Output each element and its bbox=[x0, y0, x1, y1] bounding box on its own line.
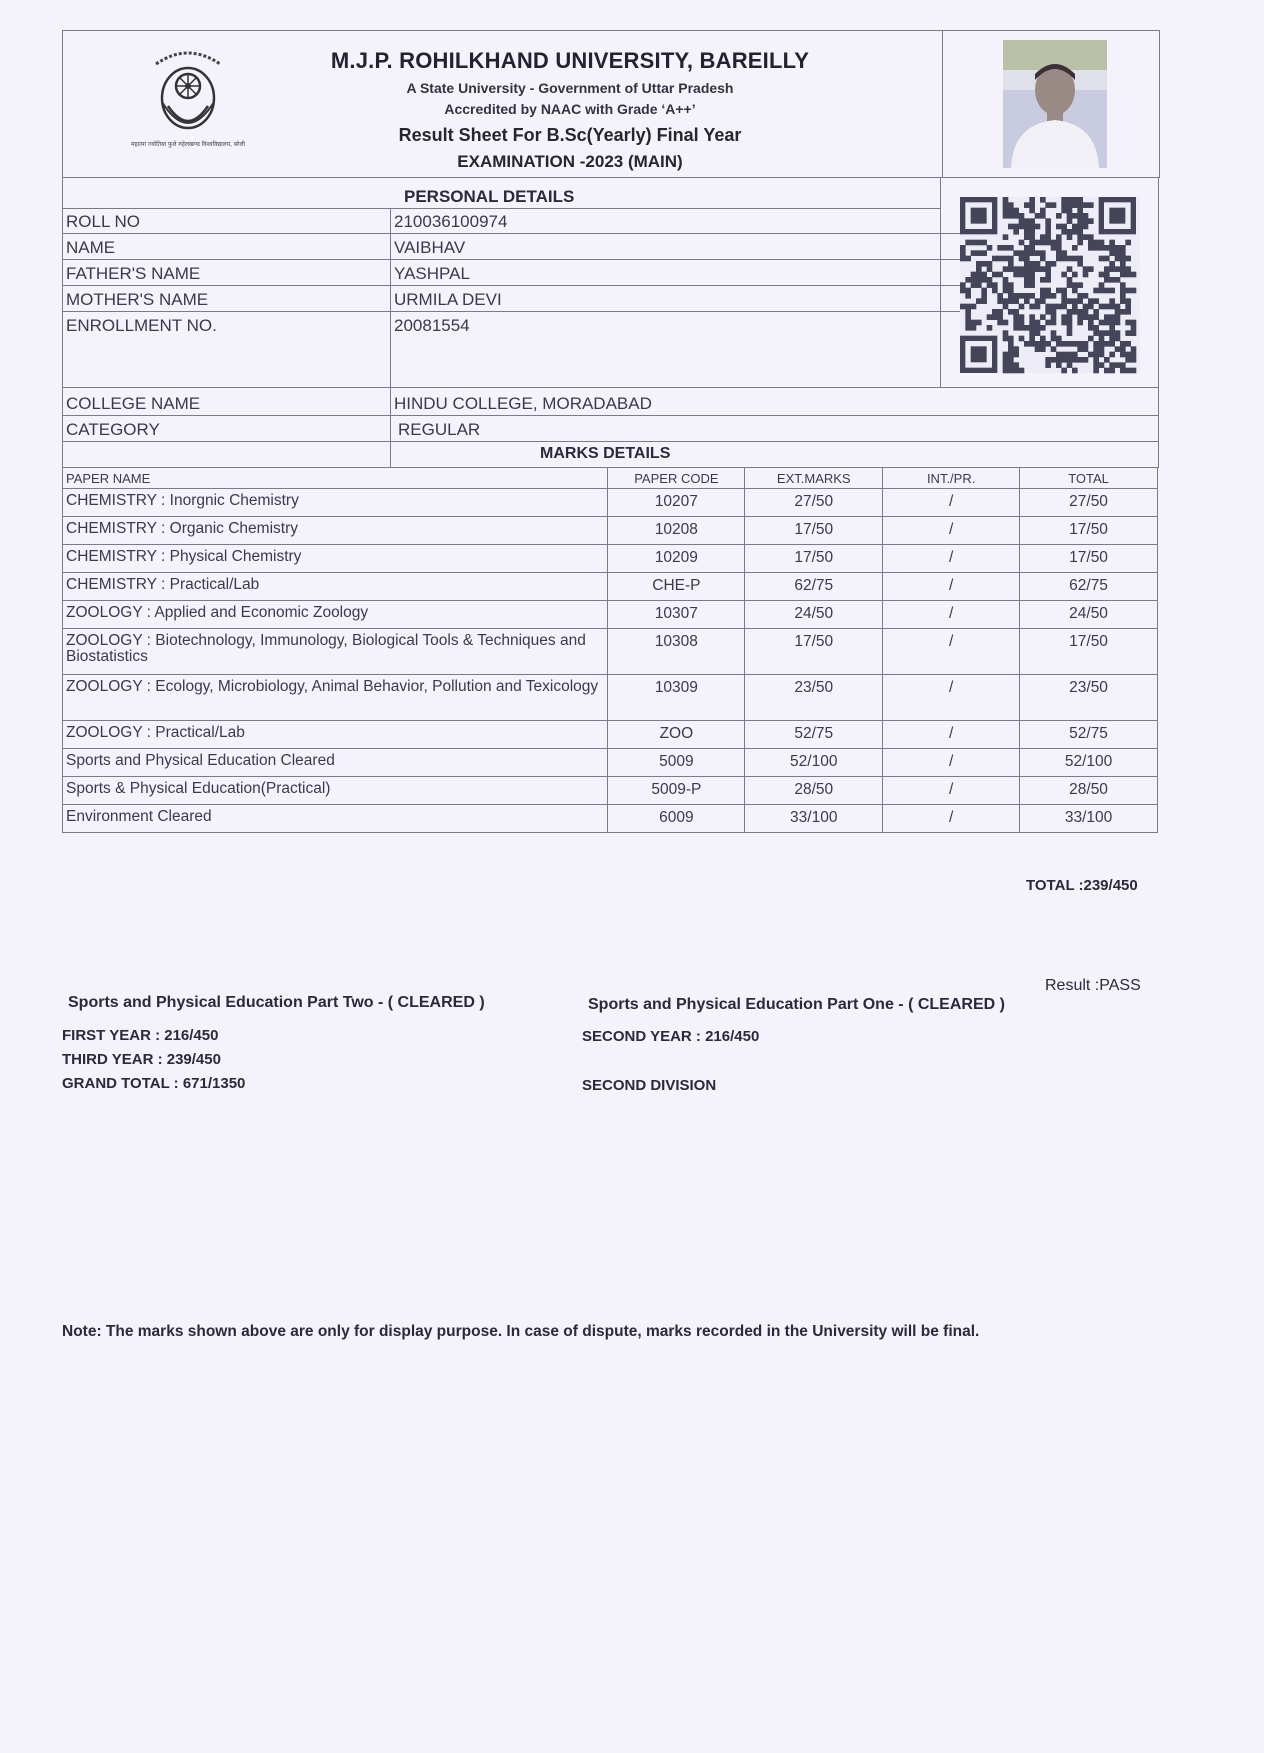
mother-name-value: URMILA DEVI bbox=[394, 290, 502, 309]
sports-part-two: Sports and Physical Education Part Two - ( CLEARED ) bbox=[68, 994, 485, 1011]
personal-details-title: PERSONAL DETAILS bbox=[404, 187, 575, 206]
paper-code: 10208 bbox=[608, 517, 745, 545]
accreditation: Accredited by NAAC with Grade ‘A++’ bbox=[444, 101, 696, 117]
paper-name: Environment Cleared bbox=[63, 805, 608, 833]
table-row bbox=[63, 805, 1158, 833]
name-value: VAIBHAV bbox=[394, 238, 466, 257]
paper-name: Sports & Physical Education(Practical) bbox=[63, 777, 608, 805]
total-marks: 17/50 bbox=[1020, 545, 1158, 573]
marks-table bbox=[62, 467, 1158, 833]
ext-marks: 62/75 bbox=[745, 573, 883, 601]
photo-box bbox=[942, 30, 1160, 178]
ext-marks: 17/50 bbox=[745, 545, 883, 573]
ext-marks: 33/100 bbox=[745, 805, 883, 833]
disclaimer-note: Note: The marks shown above are only for display purpose. In case of dispute, marks recorded in the University will be final. bbox=[62, 1323, 980, 1340]
paper-name: ZOOLOGY : Ecology, Microbiology, Animal Behavior, Pollution and Texicology bbox=[63, 675, 608, 721]
enrollment-row bbox=[62, 312, 1002, 388]
ext-marks: 24/50 bbox=[745, 601, 883, 629]
total-marks: 17/50 bbox=[1020, 629, 1158, 675]
roll-no-value: 210036100974 bbox=[394, 212, 508, 231]
paper-code: 10308 bbox=[608, 629, 745, 675]
int-marks: / bbox=[883, 517, 1020, 545]
paper-code: 10309 bbox=[608, 675, 745, 721]
total-header: TOTAL bbox=[1020, 468, 1158, 489]
paper-code: 5009 bbox=[608, 749, 745, 777]
int-marks: / bbox=[883, 721, 1020, 749]
category-label: CATEGORY bbox=[66, 420, 160, 439]
division: SECOND DIVISION bbox=[582, 1077, 717, 1094]
paper-name: ZOOLOGY : Applied and Economic Zoology bbox=[63, 601, 608, 629]
paper-code-header: PAPER CODE bbox=[608, 468, 745, 489]
category-row bbox=[62, 416, 1158, 442]
int-marks: / bbox=[883, 777, 1020, 805]
int-marks: / bbox=[883, 489, 1020, 517]
table-row bbox=[63, 545, 1158, 573]
third-year-marks: THIRD YEAR : 239/450 bbox=[62, 1051, 221, 1068]
int-marks: / bbox=[883, 573, 1020, 601]
total-score: TOTAL :239/450 bbox=[1026, 877, 1138, 894]
university-name: M.J.P. ROHILKHAND UNIVERSITY, BAREILLY bbox=[330, 48, 810, 73]
mother-name-row bbox=[62, 286, 1002, 312]
int-marks: / bbox=[883, 545, 1020, 573]
paper-code: CHE-P bbox=[608, 573, 745, 601]
table-row bbox=[63, 629, 1158, 675]
qr-code bbox=[960, 197, 1140, 373]
paper-code: 10207 bbox=[608, 489, 745, 517]
first-year-marks: FIRST YEAR : 216/450 bbox=[62, 1027, 219, 1044]
total-marks: 17/50 bbox=[1020, 517, 1158, 545]
ext-marks: 27/50 bbox=[745, 489, 883, 517]
examination-title: EXAMINATION -2023 (MAIN) bbox=[457, 152, 683, 171]
ext-marks-header: EXT.MARKS bbox=[745, 468, 883, 489]
table-row bbox=[63, 675, 1158, 721]
paper-code: 10307 bbox=[608, 601, 745, 629]
college-value: HINDU COLLEGE, MORADABAD bbox=[394, 394, 652, 413]
header-text bbox=[240, 48, 900, 172]
logo-caption: महात्मा ज्योतिबा फुले रुहेलखण्ड विश्वविद्यालय, बरेली bbox=[130, 142, 246, 148]
college-row bbox=[62, 390, 1158, 416]
ext-marks: 52/100 bbox=[745, 749, 883, 777]
ext-marks: 23/50 bbox=[745, 675, 883, 721]
university-logo-icon bbox=[130, 46, 246, 158]
enrollment-value: 20081554 bbox=[394, 316, 470, 335]
name-row bbox=[62, 234, 1002, 260]
ext-marks: 28/50 bbox=[745, 777, 883, 805]
total-marks: 52/75 bbox=[1020, 721, 1158, 749]
total-marks: 28/50 bbox=[1020, 777, 1158, 805]
paper-name: Sports and Physical Education Cleared bbox=[63, 749, 608, 777]
enrollment-label: ENROLLMENT NO. bbox=[66, 316, 217, 335]
roll-no-row bbox=[62, 208, 1002, 234]
grand-total: GRAND TOTAL : 671/1350 bbox=[62, 1075, 246, 1092]
result-status: Result :PASS bbox=[1045, 977, 1141, 994]
father-name-label: FATHER'S NAME bbox=[66, 264, 201, 283]
total-marks: 62/75 bbox=[1020, 573, 1158, 601]
sports-part-one: Sports and Physical Education Part One - ( CLEARED ) bbox=[588, 996, 1005, 1013]
int-pr-header: INT./PR. bbox=[883, 468, 1020, 489]
second-year-marks: SECOND YEAR : 216/450 bbox=[582, 1028, 760, 1045]
right-border bbox=[1158, 178, 1159, 468]
marks-header-row bbox=[63, 468, 1158, 489]
table-row bbox=[63, 489, 1158, 517]
total-marks: 33/100 bbox=[1020, 805, 1158, 833]
total-marks: 23/50 bbox=[1020, 675, 1158, 721]
table-row bbox=[63, 573, 1158, 601]
int-marks: / bbox=[883, 749, 1020, 777]
table-row bbox=[63, 721, 1158, 749]
paper-name: ZOOLOGY : Practical/Lab bbox=[63, 721, 608, 749]
divider bbox=[62, 387, 1158, 388]
paper-code: 5009-P bbox=[608, 777, 745, 805]
int-marks: / bbox=[883, 675, 1020, 721]
category-value: REGULAR bbox=[398, 420, 481, 439]
father-name-row bbox=[62, 260, 1002, 286]
paper-name-header: PAPER NAME bbox=[63, 468, 608, 489]
college-label: COLLEGE NAME bbox=[66, 394, 201, 413]
paper-name: CHEMISTRY : Physical Chemistry bbox=[63, 545, 608, 573]
result-title: Result Sheet For B.Sc(Yearly) Final Year bbox=[398, 125, 742, 145]
paper-code: 10209 bbox=[608, 545, 745, 573]
ext-marks: 17/50 bbox=[745, 629, 883, 675]
ext-marks: 17/50 bbox=[745, 517, 883, 545]
marks-details-title: MARKS DETAILS bbox=[540, 445, 671, 462]
name-label: NAME bbox=[66, 238, 116, 257]
total-marks: 52/100 bbox=[1020, 749, 1158, 777]
table-row bbox=[63, 517, 1158, 545]
paper-name: ZOOLOGY : Biotechnology, Immunology, Biological Tools & Techniques and Biostatistics bbox=[63, 629, 608, 675]
mother-name-label: MOTHER'S NAME bbox=[66, 290, 209, 309]
table-row bbox=[63, 777, 1158, 805]
int-marks: / bbox=[883, 629, 1020, 675]
student-photo bbox=[1003, 40, 1107, 168]
int-marks: / bbox=[883, 601, 1020, 629]
university-subtitle: A State University - Government of Uttar Pradesh bbox=[406, 80, 734, 96]
ext-marks: 52/75 bbox=[745, 721, 883, 749]
paper-name: CHEMISTRY : Inorgnic Chemistry bbox=[63, 489, 608, 517]
table-row bbox=[63, 749, 1158, 777]
int-marks: / bbox=[883, 805, 1020, 833]
father-name-value: YASHPAL bbox=[394, 264, 470, 283]
total-marks: 24/50 bbox=[1020, 601, 1158, 629]
paper-code: 6009 bbox=[608, 805, 745, 833]
roll-no-label: ROLL NO bbox=[66, 212, 141, 231]
table-row bbox=[63, 601, 1158, 629]
paper-code: ZOO bbox=[608, 721, 745, 749]
paper-name: CHEMISTRY : Practical/Lab bbox=[63, 573, 608, 601]
total-marks: 27/50 bbox=[1020, 489, 1158, 517]
paper-name: CHEMISTRY : Organic Chemistry bbox=[63, 517, 608, 545]
